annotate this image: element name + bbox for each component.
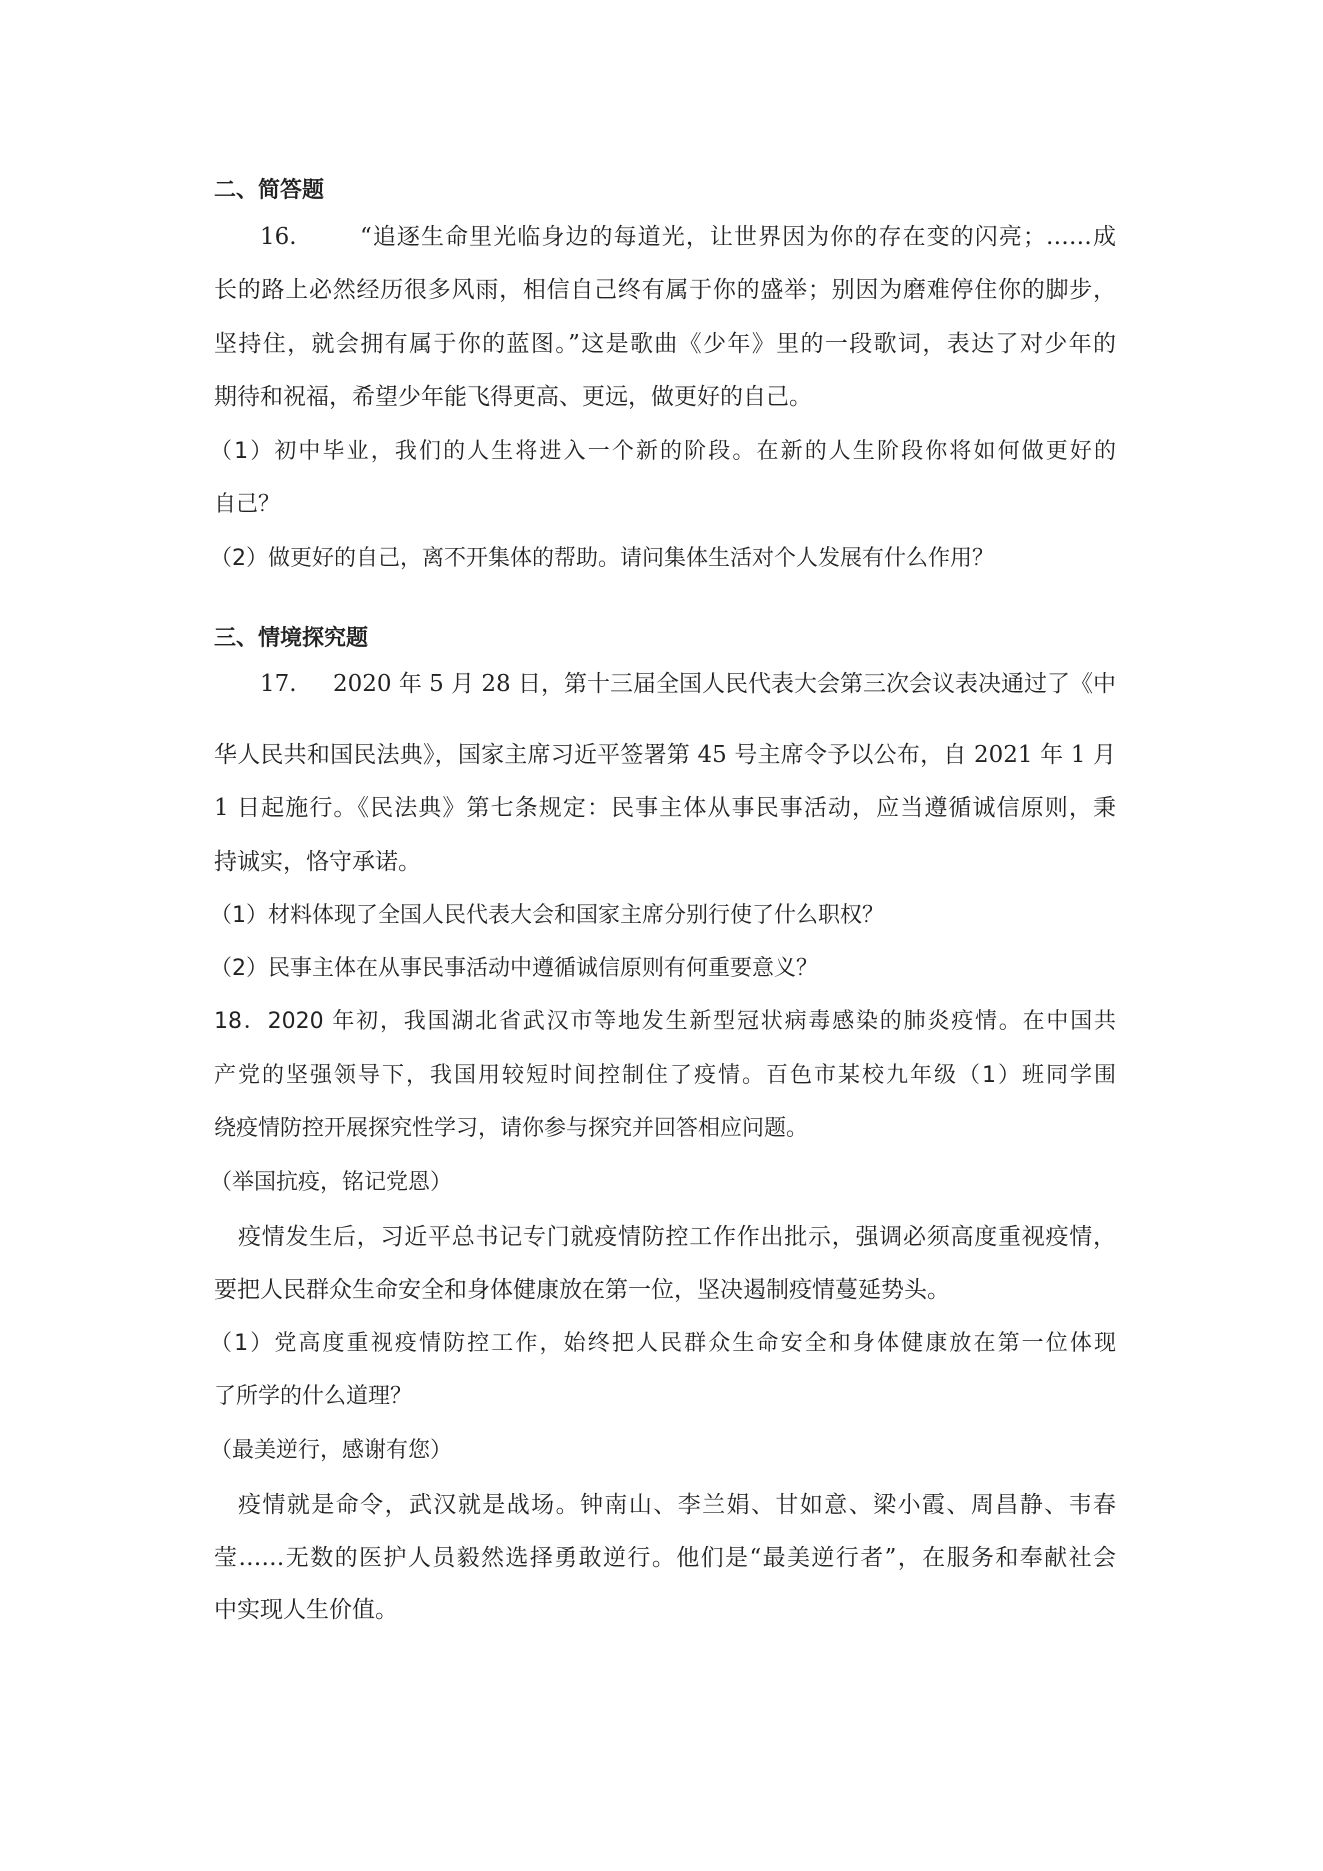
question-17-line: 华人民共和国民法典》，国家主席习近平签署第 45 号主席令予以公布，自 2021 年 1 月: [214, 742, 1116, 768]
question-18-part-1-text: 要把人民群众生命安全和身体健康放在第一位，坚决遏制疫情蔓延势头。: [214, 1277, 950, 1303]
section-2-heading: 二、简答题: [214, 178, 325, 203]
question-17-line: 持诚实，恪守承诺。: [214, 849, 421, 875]
question-18-part-1-question: （1）党高度重视疫情防控工作，始终把人民群众生命安全和身体健康放在第一位体现: [210, 1331, 1116, 1356]
question-17-line: [214, 669, 1116, 699]
question-16-sub-1: 自己？: [214, 492, 281, 517]
question-18-part-1-question: 了所学的什么道理？: [214, 1384, 413, 1409]
question-18-line: 绕疫情防控开展探究性学习，请你参与探究并回答相应问题。: [214, 1116, 809, 1141]
question-text: 2020 年 5 月 28 日，第十三届全国人民代表大会第三次会议表决通过了《中: [333, 671, 1116, 697]
question-17-line: 1 日起施行。《民法典》第七条规定：民事主体从事民事活动，应当遵循诚信原则，秉: [214, 795, 1116, 821]
question-text: “追逐生命里光临身边的每道光，让世界因为你的存在变的闪亮；……成: [360, 224, 1116, 250]
question-16-line: 长的路上必然经历很多风雨，相信自己终有属于你的盛举；别因为磨难停住你的脚步，: [214, 277, 1116, 303]
question-16-sub-2: （2）做更好的自己，离不开集体的帮助。请问集体生活对个人发展有什么作用？: [210, 546, 994, 571]
question-number: 16.: [260, 224, 297, 250]
question-18-line: 18．2020 年初，我国湖北省武汉市等地发生新型冠状病毒感染的肺炎疫情。在中国共: [214, 1009, 1116, 1034]
question-18-line: 产党的坚强领导下，我国用较短时间控制住了疫情。百色市某校九年级（1）班同学围: [214, 1063, 1116, 1088]
question-18-part-2-text: 疫情就是命令，武汉就是战场。钟南山、李兰娟、甘如意、梁小霞、周昌静、韦春: [238, 1492, 1116, 1518]
question-18-part-2-title: （最美逆行，感谢有您）: [210, 1438, 453, 1463]
question-number: 17.: [260, 671, 297, 697]
question-18-part-1-text: 疫情发生后，习近平总书记专门就疫情防控工作作出批示，强调必须高度重视疫情，: [238, 1224, 1116, 1250]
question-18-part-1-title: （举国抗疫，铭记党恩）: [210, 1170, 453, 1195]
question-16-line: 期待和祝福，希望少年能飞得更高、更远，做更好的自己。: [214, 384, 812, 410]
question-16-line: [214, 222, 1116, 252]
question-17-sub-2: （2）民事主体在从事民事活动中遵循诚信原则有何重要意义？: [210, 956, 818, 981]
question-18-part-2-text: 中实现人生价值。: [214, 1597, 398, 1623]
question-16-sub-1: （1）初中毕业，我们的人生将进入一个新的阶段。在新的人生阶段你将如何做更好的: [210, 439, 1116, 464]
section-3-heading: 三、情境探究题: [214, 626, 369, 651]
question-16-line: 坚持住，就会拥有属于你的蓝图。”这是歌曲《少年》里的一段歌词，表达了对少年的: [214, 331, 1116, 357]
question-18-part-2-text: 莹……无数的医护人员毅然选择勇敢逆行。他们是“最美逆行者”，在服务和奉献社会: [214, 1545, 1116, 1571]
question-17-sub-1: （1）材料体现了全国人民代表大会和国家主席分别行使了什么职权？: [210, 903, 884, 928]
